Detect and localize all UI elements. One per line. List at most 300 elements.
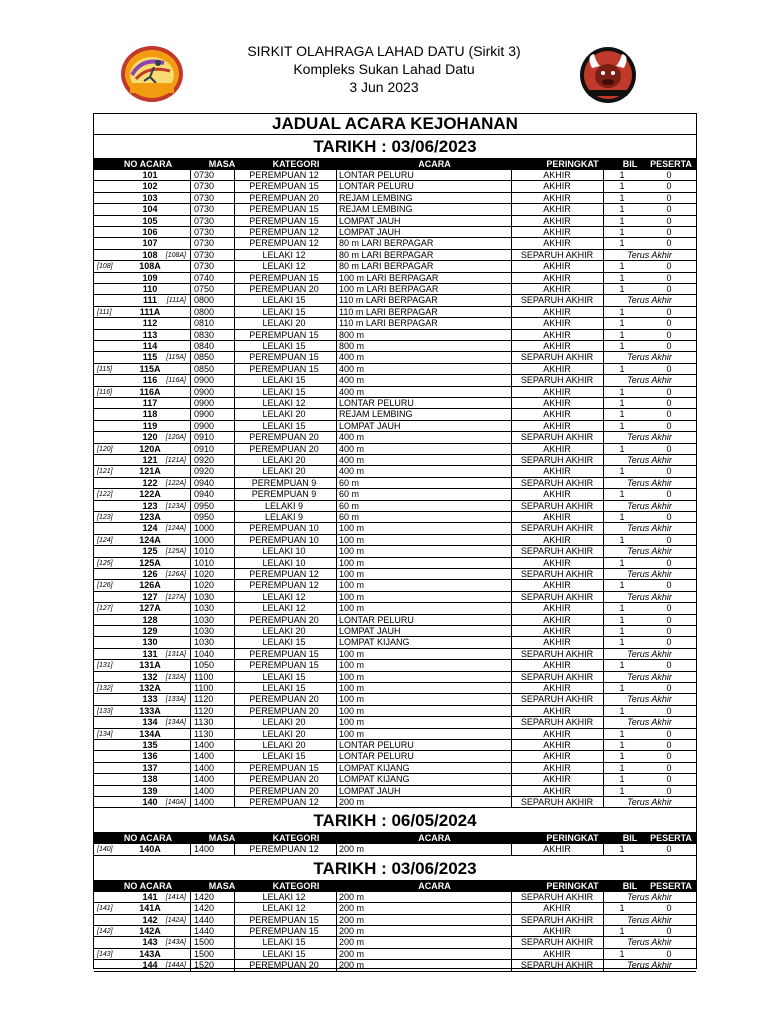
table-row	[94, 949, 696, 960]
event-time: 0830	[194, 329, 215, 340]
table-row	[94, 204, 696, 215]
event-time: 0940	[194, 477, 215, 488]
table-row	[94, 786, 696, 797]
heat-count: 1	[619, 261, 625, 272]
event-number: 117	[142, 398, 158, 408]
event-number: 135	[142, 740, 158, 750]
event-number: 139	[142, 785, 158, 796]
event-time: 0850	[194, 363, 215, 374]
heat-count: 1	[619, 512, 625, 522]
direct-final-note: Terus Akhir	[627, 937, 672, 948]
final-event-ref: [133A]	[165, 696, 186, 704]
final-event-ref: [131A]	[165, 650, 186, 658]
event-time: 1500	[194, 937, 215, 948]
column-divider	[190, 844, 191, 855]
event-category: LELAKI 12	[262, 603, 306, 614]
event-time: 0840	[194, 341, 215, 351]
event-category: LELAKI 15	[262, 683, 306, 693]
event-category: PEREMPUAN 12	[249, 227, 319, 237]
event-stage: SEPARUH AKHIR	[520, 648, 594, 659]
event-time: 0800	[194, 306, 215, 317]
table-row	[94, 375, 696, 386]
direct-final-note: Terus Akhir	[627, 591, 672, 602]
event-category: LELAKI 12	[262, 903, 306, 914]
event-name: 100 m	[339, 557, 365, 568]
event-number: 107	[142, 238, 158, 249]
event-category: LELAKI 12	[262, 591, 306, 602]
event-category: LELAKI 12	[262, 891, 306, 902]
event-time: 0730	[194, 192, 215, 203]
participant-count: 0	[666, 181, 672, 192]
table-row	[94, 960, 696, 971]
event-time: 0800	[194, 295, 215, 306]
event-number: 109	[142, 272, 158, 283]
event-number: 132A	[139, 683, 161, 693]
column-divider	[336, 170, 337, 808]
participant-count: 0	[666, 215, 672, 226]
table-row	[94, 937, 696, 948]
parent-event-ref: [123]	[97, 514, 113, 521]
event-time: 1440	[194, 926, 215, 936]
event-time: 1420	[194, 903, 215, 914]
table-row	[94, 387, 696, 398]
event-name: 100 m	[339, 569, 365, 579]
table-row	[94, 926, 696, 937]
event-number: 106	[142, 227, 158, 237]
event-stage: SEPARUH AKHIR	[520, 523, 594, 534]
heat-count: 1	[619, 728, 625, 739]
event-stage: AKHIR	[543, 420, 571, 431]
event-name: 200 m	[339, 948, 365, 959]
table-row	[94, 915, 696, 926]
participant-count: 0	[666, 272, 672, 283]
event-category: PEREMPUAN 20	[249, 614, 319, 625]
column-divider	[603, 844, 604, 855]
event-name: 200 m	[339, 903, 365, 914]
event-category: PEREMPUAN 10	[249, 523, 319, 534]
heat-count: 1	[619, 420, 625, 431]
final-event-ref: [121A]	[165, 457, 186, 464]
table-header	[94, 881, 696, 892]
heat-count: 1	[619, 926, 625, 936]
event-number: 102	[142, 181, 158, 192]
event-category: LELAKI 20	[262, 409, 306, 420]
event-category: PEREMPUAN 15	[249, 272, 319, 283]
table-row	[94, 216, 696, 227]
heat-count: 1	[619, 306, 625, 317]
event-category: LELAKI 15	[262, 386, 306, 397]
table-row	[94, 729, 696, 740]
table-row	[94, 181, 696, 192]
parent-event-ref: [115]	[97, 365, 113, 373]
event-name: 200 m	[339, 797, 365, 807]
event-number: 127A	[139, 603, 161, 614]
direct-final-note: Terus Akhir	[627, 455, 672, 465]
participant-count: 0	[666, 443, 672, 454]
parent-event-ref: [111]	[97, 308, 112, 316]
heat-count: 1	[619, 785, 625, 796]
event-name: 200 m	[339, 891, 365, 902]
parent-event-ref: [127]	[97, 605, 113, 613]
event-stage: AKHIR	[543, 580, 571, 591]
event-number: 131A	[139, 660, 161, 671]
final-event-ref: [116A]	[166, 377, 186, 385]
event-name: 200 m	[339, 937, 365, 948]
direct-final-note: Terus Akhir	[627, 295, 672, 306]
table-row	[94, 694, 696, 705]
table-row	[94, 227, 696, 238]
event-name: 100 m	[339, 603, 365, 614]
event-name: REJAM LEMBING	[339, 204, 413, 215]
event-number: 124	[142, 523, 158, 534]
heat-count: 1	[619, 443, 625, 454]
column-divider	[234, 892, 235, 972]
event-stage: AKHIR	[543, 489, 571, 500]
table-row	[94, 444, 696, 455]
event-name: 400 m	[339, 432, 365, 443]
event-name: 60 m	[339, 512, 360, 522]
participant-count: 0	[666, 192, 672, 203]
event-stage: AKHIR	[543, 306, 571, 317]
participant-count: 0	[666, 948, 672, 959]
parent-event-ref: [120]	[97, 445, 113, 453]
event-category: PEREMPUAN 20	[249, 694, 319, 705]
final-event-ref: [134A]	[165, 719, 186, 727]
event-category: LELAKI 15	[262, 306, 306, 317]
event-time: 1020	[194, 569, 215, 579]
direct-final-note: Terus Akhir	[627, 500, 672, 511]
column-divider	[511, 892, 512, 972]
participant-count: 0	[666, 318, 672, 329]
event-name: 80 m LARI BERPAGAR	[339, 261, 434, 272]
event-category: PEREMPUAN 20	[249, 785, 319, 796]
participant-count: 0	[666, 637, 672, 648]
participant-count: 0	[666, 903, 672, 914]
final-event-ref: [108A]	[165, 251, 186, 259]
table-row	[94, 649, 696, 660]
table-row	[94, 170, 696, 181]
direct-final-note: Terus Akhir	[627, 891, 672, 902]
participant-count: 0	[666, 626, 672, 636]
event-name: LOMPAT KIJANG	[339, 762, 410, 773]
event-stage: SEPARUH AKHIR	[520, 295, 594, 306]
table-row	[94, 489, 696, 500]
event-stage: AKHIR	[543, 238, 571, 249]
event-time: 1400	[194, 762, 215, 773]
participant-count: 0	[666, 284, 672, 294]
final-event-ref: [123A]	[165, 502, 186, 510]
column-divider	[234, 844, 235, 855]
column-divider	[336, 844, 337, 855]
table-row	[94, 637, 696, 648]
column-header-no: NO ACARA	[123, 833, 173, 844]
event-category: PEREMPUAN 9	[251, 489, 317, 500]
event-number: 142	[142, 914, 158, 925]
event-number: 123	[142, 500, 158, 511]
event-number: 108A	[139, 261, 161, 272]
event-stage: SEPARUH AKHIR	[520, 591, 594, 602]
participant-count: 0	[666, 705, 672, 716]
participant-count: 0	[666, 489, 672, 500]
event-category: PEREMPUAN 15	[249, 660, 319, 671]
event-time: 0910	[194, 432, 215, 443]
table-row	[94, 740, 696, 751]
event-category: PEREMPUAN 12	[249, 844, 319, 855]
column-header-peringkat: PERINGKAT	[546, 159, 599, 169]
event-name: 100 m	[339, 705, 365, 716]
event-stage: AKHIR	[543, 774, 571, 785]
event-stage: AKHIR	[543, 557, 571, 568]
event-name: 60 m	[339, 477, 360, 488]
table-row	[94, 421, 696, 432]
heat-count: 1	[619, 705, 625, 716]
event-name: LONTAR PELURU	[339, 181, 414, 192]
column-header-acara: ACARA	[418, 833, 451, 844]
heat-count: 1	[619, 170, 625, 180]
heat-count: 1	[619, 903, 625, 914]
column-divider	[336, 892, 337, 972]
table-row	[94, 615, 696, 626]
table-row	[94, 683, 696, 694]
event-name: 100 m	[339, 534, 365, 545]
heat-count: 1	[619, 386, 625, 397]
event-name: 200 m	[339, 844, 365, 855]
event-category: LELAKI 20	[262, 626, 306, 636]
column-divider	[190, 892, 191, 972]
header-venue: Kompleks Sukan Lahad Datu	[293, 61, 475, 77]
column-header-bil: BIL	[622, 159, 638, 169]
event-name: REJAM LEMBING	[339, 192, 413, 203]
participant-count: 0	[666, 740, 672, 750]
event-time: 1050	[194, 660, 215, 671]
event-time: 1120	[194, 705, 214, 716]
table-header	[94, 833, 696, 844]
heat-count: 1	[619, 751, 625, 762]
event-time: 0730	[194, 215, 215, 226]
event-category: LELAKI 20	[262, 740, 306, 750]
direct-final-note: Terus Akhir	[627, 569, 672, 579]
event-stage: AKHIR	[543, 398, 571, 408]
event-stage: AKHIR	[543, 386, 571, 397]
table-row	[94, 844, 696, 855]
table-row	[94, 455, 696, 466]
event-name: LONTAR PELURU	[339, 398, 414, 408]
event-time: 1520	[194, 960, 215, 971]
event-stage: AKHIR	[543, 181, 571, 192]
event-number: 130	[142, 637, 158, 648]
header-date: 3 Jun 2023	[349, 79, 419, 95]
event-time: 1030	[194, 637, 215, 648]
table-row	[94, 295, 696, 306]
event-name: LOMPAT KIJANG	[339, 774, 410, 785]
event-name: LOMPAT JAUH	[339, 785, 401, 796]
event-stage: AKHIR	[543, 409, 571, 420]
column-header-kategori: KATEGORI	[272, 159, 320, 169]
event-number: 113	[142, 329, 158, 340]
table-row	[94, 546, 696, 557]
event-category: LELAKI 15	[262, 948, 306, 959]
event-time: 0950	[194, 512, 215, 522]
heat-count: 1	[619, 603, 625, 614]
table-row	[94, 903, 696, 914]
table-row	[94, 261, 696, 272]
event-category: PEREMPUAN 12	[249, 170, 319, 180]
event-category: PEREMPUAN 12	[249, 580, 319, 591]
participant-count: 0	[666, 512, 672, 522]
event-stage: AKHIR	[543, 626, 571, 636]
event-time: 1030	[194, 614, 215, 625]
event-stage: AKHIR	[543, 227, 571, 237]
event-number: 126	[142, 569, 158, 579]
event-time: 1100	[194, 671, 214, 682]
event-name: LOMPAT JAUH	[339, 215, 401, 226]
table-row	[94, 330, 696, 341]
event-number: 115A	[139, 363, 161, 374]
event-name: 110 m LARI BERPAGAR	[339, 306, 438, 317]
event-name: 200 m	[339, 926, 365, 936]
participant-count: 0	[666, 534, 672, 545]
column-divider	[234, 170, 235, 808]
event-stage: AKHIR	[543, 762, 571, 773]
event-name: LONTAR PELURU	[339, 751, 414, 762]
parent-event-ref: [121]	[97, 468, 113, 476]
table-row	[94, 603, 696, 614]
event-number: 105	[142, 215, 158, 226]
participant-count: 0	[666, 728, 672, 739]
event-category: LELAKI 12	[262, 261, 306, 272]
event-stage: SEPARUH AKHIR	[520, 694, 594, 705]
event-stage: AKHIR	[543, 603, 571, 614]
participant-count: 0	[666, 261, 672, 272]
column-divider	[603, 892, 604, 972]
section-date: TARIKH : 06/05/2024	[94, 809, 696, 833]
parent-event-ref: [143]	[97, 950, 113, 958]
event-time: 0750	[194, 284, 215, 294]
participant-count: 0	[666, 363, 672, 374]
event-stage: AKHIR	[543, 740, 571, 750]
table-row	[94, 341, 696, 352]
event-name: 100 m	[339, 546, 365, 557]
table-row	[94, 501, 696, 512]
final-event-ref: [120A]	[165, 434, 186, 442]
event-category: PEREMPUAN 12	[249, 797, 319, 807]
event-name: 200 m	[339, 960, 365, 971]
event-stage: AKHIR	[543, 272, 571, 283]
event-number: 133A	[139, 705, 161, 716]
participant-count: 0	[666, 409, 672, 420]
event-category: PEREMPUAN 9	[251, 477, 317, 488]
event-category: LELAKI 20	[262, 717, 306, 728]
heat-count: 1	[619, 341, 625, 351]
event-category: PEREMPUAN 20	[249, 432, 319, 443]
heat-count: 1	[619, 637, 625, 648]
direct-final-note: Terus Akhir	[627, 352, 672, 363]
event-number: 136	[142, 751, 158, 762]
event-name: 800 m	[339, 341, 365, 351]
event-stage: SEPARUH AKHIR	[520, 891, 594, 902]
column-header-bil: BIL	[622, 833, 638, 844]
event-time: 1440	[194, 914, 215, 925]
table-row	[94, 523, 696, 534]
event-stage: AKHIR	[543, 844, 571, 855]
event-stage: AKHIR	[543, 341, 571, 351]
event-time: 0740	[194, 272, 215, 283]
table-row	[94, 398, 696, 409]
event-category: LELAKI 15	[262, 751, 306, 762]
event-name: 200 m	[339, 914, 365, 925]
event-category: PEREMPUAN 12	[249, 238, 319, 249]
participant-count: 0	[666, 660, 672, 671]
event-name: 400 m	[339, 352, 365, 363]
parent-event-ref: [140]	[97, 846, 113, 854]
direct-final-note: Terus Akhir	[627, 797, 672, 807]
participant-count: 0	[666, 329, 672, 340]
event-name: 400 m	[339, 363, 365, 374]
event-category: LELAKI 20	[262, 455, 306, 465]
event-time: 0920	[194, 466, 215, 477]
column-divider	[190, 170, 191, 808]
heat-count: 1	[619, 318, 625, 329]
event-number: 122A	[139, 489, 161, 500]
final-event-ref: [132A]	[165, 673, 186, 681]
participant-count: 0	[666, 762, 672, 773]
event-time: 0900	[194, 375, 215, 386]
heat-count: 1	[619, 948, 625, 959]
event-name: 60 m	[339, 500, 360, 511]
column-header-kategori: KATEGORI	[272, 833, 320, 844]
event-number: 116A	[139, 386, 161, 397]
event-stage: SEPARUH AKHIR	[520, 375, 594, 386]
event-name: LONTAR PELURU	[339, 170, 414, 180]
column-divider	[603, 170, 604, 808]
event-name: 800 m	[339, 329, 365, 340]
event-stage: SEPARUH AKHIR	[520, 477, 594, 488]
parent-event-ref: [126]	[97, 582, 113, 590]
event-stage: AKHIR	[543, 466, 571, 477]
table-row	[94, 706, 696, 717]
event-name: 60 m	[339, 489, 360, 500]
event-stage: SEPARUH AKHIR	[520, 352, 594, 363]
event-name: LONTAR PELURU	[339, 740, 414, 750]
event-category: LELAKI 15	[262, 375, 306, 386]
event-stage: AKHIR	[543, 903, 571, 914]
direct-final-note: Terus Akhir	[627, 914, 672, 925]
event-number: 127	[142, 591, 158, 602]
participant-count: 0	[666, 204, 672, 215]
parent-event-ref: [108]	[97, 263, 113, 271]
column-header-no: NO ACARA	[123, 159, 173, 169]
event-stage: AKHIR	[543, 215, 571, 226]
participant-count: 0	[666, 170, 672, 180]
event-category: LELAKI 12	[262, 249, 306, 260]
table-row	[94, 592, 696, 603]
table-row	[94, 193, 696, 204]
event-number: 108	[142, 249, 158, 260]
heat-count: 1	[619, 844, 625, 855]
table-row	[94, 751, 696, 762]
parent-event-ref: [132]	[97, 685, 113, 692]
column-header-peserta: PESERTA	[650, 880, 692, 891]
event-category: PEREMPUAN 20	[249, 192, 319, 203]
event-category: PEREMPUAN 15	[249, 204, 319, 215]
event-stage: AKHIR	[543, 363, 571, 374]
event-name: 110 m LARI BERPAGAR	[339, 295, 438, 306]
event-stage: SEPARUH AKHIR	[520, 546, 594, 557]
table-row	[94, 478, 696, 489]
event-stage: AKHIR	[543, 637, 571, 648]
column-header-masa: MASA	[208, 880, 236, 891]
final-event-ref: [124A]	[165, 525, 186, 533]
